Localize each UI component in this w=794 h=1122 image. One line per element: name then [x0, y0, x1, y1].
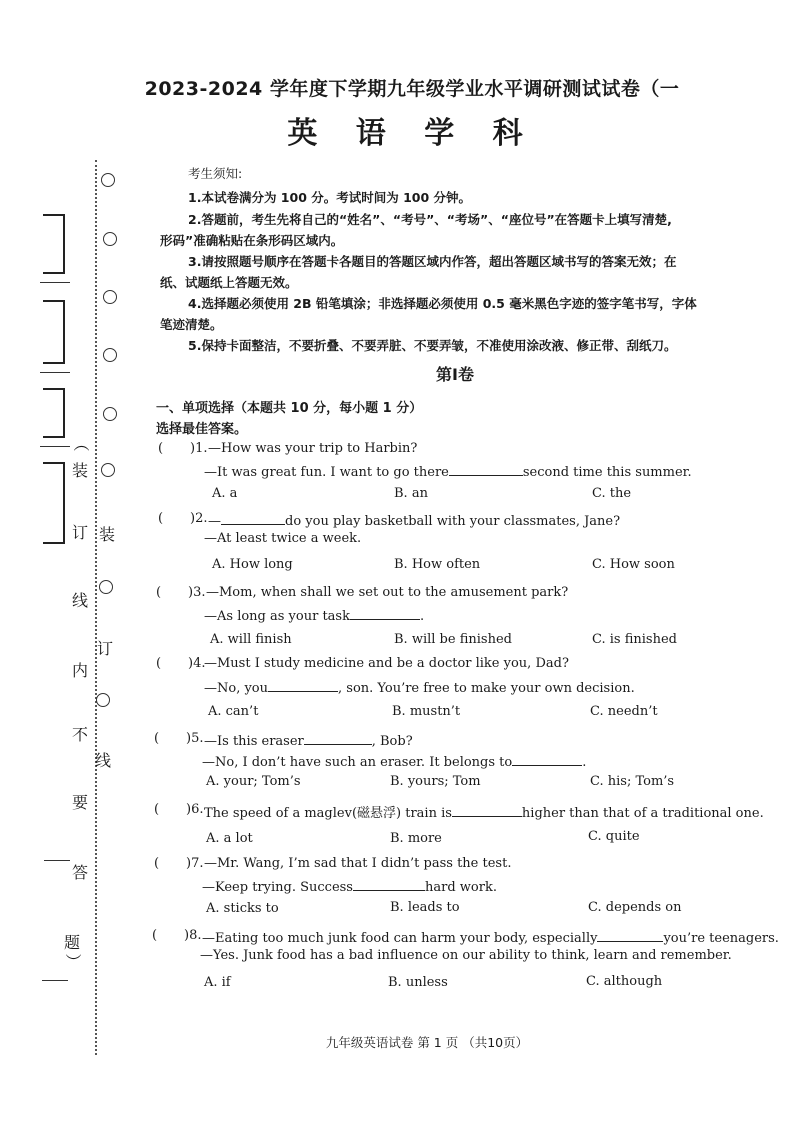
- question-line: — do you play basketball with your classmates, Jane?: [208, 511, 620, 529]
- binding-char: 线: [95, 751, 112, 770]
- answer-blank: [268, 678, 338, 692]
- binding-char: 订: [97, 639, 114, 658]
- exam-title: 2023-2024 学年度下学期九年级学业水平调研测试试卷（一: [144, 78, 680, 100]
- option-b: B. How often: [394, 557, 481, 572]
- answer-paren[interactable]: (: [158, 441, 164, 456]
- question-line: —Mr. Wang, I’m sad that I didn’t pass the test.: [204, 856, 512, 871]
- binding-char: 装: [99, 525, 116, 544]
- info-box: [43, 388, 65, 438]
- answer-blank: [350, 606, 420, 620]
- question-line: —Keep trying. Success hard work.: [202, 877, 497, 895]
- question-number: )4.: [188, 656, 206, 671]
- binding-hole: [101, 173, 115, 187]
- question-line: —Mom, when shall we set out to the amusement park?: [206, 585, 569, 600]
- answer-paren[interactable]: (: [152, 928, 158, 943]
- option-b: B. leads to: [390, 900, 460, 915]
- question-line: —No, you , son. You’re free to make your own decision.: [204, 678, 635, 696]
- question-line: —At least twice a week.: [204, 531, 362, 546]
- question-line: The speed of a maglev(磁悬浮) train is higher than that of a traditional one.: [204, 802, 764, 821]
- answer-blank: [449, 462, 523, 476]
- binding-char: 装: [72, 461, 89, 480]
- option-c: C. quite: [588, 829, 640, 844]
- binding-char: 答: [72, 863, 89, 882]
- question-number: )7.: [186, 856, 204, 871]
- binding-char: 要: [72, 793, 89, 812]
- notice-item: 5.保持卡面整洁，不要折叠、不要弄脏、不要弄皱，不准使用涂改液、修正带、刮纸刀。: [188, 338, 677, 353]
- info-box: [43, 300, 65, 364]
- page-footer: 九年级英语试卷 第 1 页 （共10页）: [325, 1035, 529, 1050]
- section-title: 一、单项选择（本题共 10 分，每小题 1 分）: [156, 401, 423, 416]
- answer-blank: [452, 803, 522, 817]
- option-b: B. mustn’t: [392, 704, 461, 719]
- info-line: [44, 860, 70, 861]
- question-line: —Must I study medicine and be a doctor like you, Dad?: [204, 656, 569, 671]
- binding-char: ）: [63, 953, 83, 970]
- binding-char: 内: [72, 661, 89, 680]
- binding-hole: [101, 463, 115, 477]
- binding-hole: [96, 693, 110, 707]
- binding-hole: [103, 232, 117, 246]
- binding-char: 题: [64, 933, 81, 952]
- answer-paren[interactable]: (: [158, 511, 164, 526]
- option-c: C. depends on: [588, 900, 682, 915]
- option-a: A. a: [212, 486, 238, 501]
- binding-char: 订: [72, 523, 89, 542]
- option-c: C. is finished: [592, 632, 677, 647]
- option-a: A. How long: [212, 557, 293, 572]
- info-box: [43, 462, 65, 544]
- question-number: )8.: [184, 928, 202, 943]
- binding-hole: [99, 580, 113, 594]
- option-a: A. sticks to: [206, 901, 279, 916]
- answer-paren[interactable]: (: [154, 802, 160, 817]
- option-b: B. unless: [388, 975, 448, 990]
- answer-paren[interactable]: (: [156, 656, 162, 671]
- question-number: )3.: [188, 585, 206, 600]
- question-number: )5.: [186, 731, 204, 746]
- section-instruction: 选择最佳答案。: [156, 422, 248, 437]
- info-line: [40, 372, 70, 373]
- option-a: A. if: [204, 975, 231, 990]
- option-a: A. your; Tom’s: [206, 774, 301, 789]
- part-title: 第Ⅰ卷: [436, 365, 474, 384]
- answer-blank: [221, 511, 285, 525]
- option-b: B. more: [390, 831, 442, 846]
- option-c: C. although: [586, 974, 663, 989]
- question-number: )6.: [186, 802, 204, 817]
- notice-heading: 考生须知:: [188, 166, 243, 181]
- option-b: B. will be finished: [394, 632, 512, 647]
- option-a: A. can’t: [208, 704, 259, 719]
- option-c: C. his; Tom’s: [590, 774, 675, 789]
- subject-title: 英 语 学 科: [287, 116, 537, 151]
- binding-char: （: [71, 435, 91, 452]
- question-line: —How was your trip to Harbin?: [208, 441, 418, 456]
- answer-paren[interactable]: (: [154, 856, 160, 871]
- answer-blank: [353, 877, 425, 891]
- option-c: C. How soon: [592, 557, 675, 572]
- answer-blank: [304, 731, 372, 745]
- question-number: )1.: [190, 441, 208, 456]
- option-c: C. the: [592, 486, 632, 501]
- info-line: [42, 980, 68, 981]
- question-line: —As long as your task .: [204, 606, 424, 624]
- notice-item: 1.本试卷满分为 100 分。考试时间为 100 分钟。: [188, 190, 472, 205]
- binding-char: 线: [72, 591, 89, 610]
- question-line: —Eating too much junk food can harm your body, especially you’re teenagers.: [202, 928, 779, 946]
- binding-hole: [103, 407, 117, 421]
- question-line: —No, I don’t have such an eraser. It belongs to .: [202, 752, 586, 770]
- info-box: [43, 214, 65, 274]
- notice-item: 笔迹清楚。: [160, 317, 223, 332]
- info-line: [40, 446, 70, 447]
- info-line: [40, 282, 70, 283]
- answer-blank: [512, 752, 582, 766]
- binding-dotted-line: [95, 160, 97, 1055]
- option-a: A. a lot: [206, 831, 253, 846]
- binding-hole: [103, 290, 117, 304]
- option-c: C. needn’t: [590, 704, 658, 719]
- question-number: )2.: [190, 511, 208, 526]
- notice-item: 2.答题前，考生先将自己的“姓名”、“考号”、“考场”、“座位号”在答题卡上填写清楚,: [188, 212, 672, 227]
- option-b: B. an: [394, 486, 428, 501]
- notice-item: 3.请按照题号顺序在答题卡各题目的答题区域内作答，超出答题区域书写的答案无效；在: [188, 254, 677, 269]
- answer-paren[interactable]: (: [156, 585, 162, 600]
- option-b: B. yours; Tom: [390, 774, 481, 789]
- notice-item: 纸、试题纸上答题无效。: [160, 275, 298, 290]
- notice-item: 4.选择题必须使用 2B 铅笔填涂；非选择题必须使用 0.5 毫米黑色字迹的签字笔书写，字体: [188, 296, 697, 311]
- answer-blank: [597, 928, 663, 942]
- question-line: —Is this eraser , Bob?: [204, 731, 413, 749]
- question-line: —It was great fun. I want to go there second time this summer.: [204, 462, 692, 480]
- binding-char: 不: [72, 725, 89, 744]
- question-line: —Yes. Junk food has a bad influence on our ability to think, learn and remember.: [200, 948, 732, 963]
- answer-paren[interactable]: (: [154, 731, 160, 746]
- notice-item: 形码”准确粘贴在条形码区域内。: [160, 233, 344, 248]
- binding-hole: [103, 348, 117, 362]
- option-a: A. will finish: [210, 632, 292, 647]
